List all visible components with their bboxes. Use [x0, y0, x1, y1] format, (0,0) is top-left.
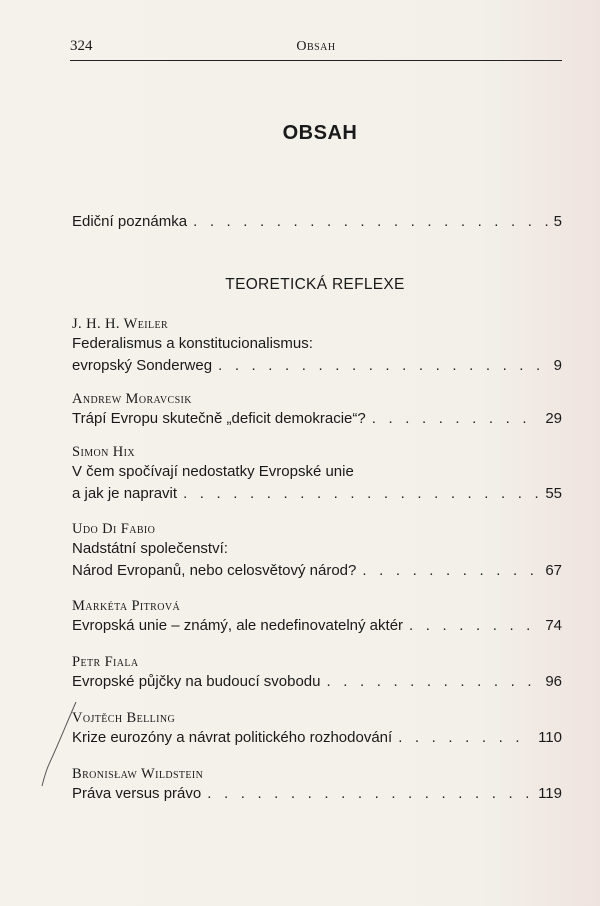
- page-title: OBSAH: [282, 122, 358, 144]
- toc-row: [72, 408, 562, 430]
- toc-row: [72, 783, 562, 805]
- entry-title-line: Federalismus a konstitucionalismus:: [72, 335, 313, 352]
- toc-entry[interactable]: [72, 653, 562, 693]
- entry-title: Práva versus právo: [72, 785, 202, 802]
- entry-title: Trápí Evropu skutečně „deficit demokracie“?: [72, 410, 366, 427]
- entry-title: evropský Sonderweg: [72, 357, 213, 374]
- running-title: Obsah: [296, 39, 336, 54]
- entry-page: 55: [545, 485, 562, 502]
- toc-row: [72, 483, 562, 505]
- entry-author: Andrew Moravcsik: [72, 391, 192, 407]
- entry-page: 9: [553, 357, 562, 374]
- leader-dots: [183, 483, 539, 505]
- entry-page: 29: [545, 410, 562, 427]
- toc-entry[interactable]: [72, 443, 562, 505]
- entry-author: Simon Hix: [72, 444, 135, 460]
- toc-entry[interactable]: [72, 315, 562, 377]
- toc-row: [72, 615, 562, 637]
- leader-dots: [398, 727, 532, 749]
- entry-title: Krize eurozóny a návrat politického rozhodování: [72, 729, 393, 746]
- leader-dots: [372, 408, 540, 430]
- entry-page: 5: [553, 213, 562, 230]
- entry-author: J. H. H. Weiler: [72, 316, 169, 332]
- header-rule: [70, 60, 562, 61]
- leader-dots: [193, 211, 548, 233]
- toc-row: [72, 727, 562, 749]
- entry-title-line: V čem spočívají nedostatky Evropské unie: [72, 463, 354, 480]
- entry-title: a jak je napravit: [72, 485, 178, 502]
- entry-page: 74: [545, 617, 562, 634]
- entry-page: 110: [538, 729, 562, 746]
- toc-row: [72, 355, 562, 377]
- entry-page: 119: [538, 785, 562, 802]
- leader-dots: [207, 783, 532, 805]
- entry-author: Bronisław Wildstein: [72, 766, 204, 782]
- page-number: 324: [70, 38, 93, 54]
- entry-page: 67: [545, 562, 562, 579]
- entry-author: Udo Di Fabio: [72, 521, 156, 537]
- leader-dots: [409, 615, 539, 637]
- section-heading: TEORETICKÁ REFLEXE: [225, 276, 405, 293]
- entry-title: Národ Evropanů, nebo celosvětový národ?: [72, 562, 357, 579]
- toc-entry[interactable]: [72, 709, 562, 749]
- entry-author: Markéta Pitrová: [72, 598, 181, 614]
- toc-entry-front[interactable]: [72, 211, 562, 233]
- entry-author: Vojtěch Belling: [72, 710, 176, 726]
- entry-author: Petr Fiala: [72, 654, 139, 670]
- toc-entry[interactable]: [72, 765, 562, 805]
- leader-dots: [327, 671, 540, 693]
- toc-entry[interactable]: [72, 597, 562, 637]
- entry-title-line: Nadstátní společenství:: [72, 540, 228, 557]
- pen-mark-icon: [28, 700, 88, 790]
- entry-title: Evropské půjčky na budoucí svobodu: [72, 673, 321, 690]
- toc-row: [72, 671, 562, 693]
- leader-dots: [218, 355, 548, 377]
- leader-dots: [362, 560, 539, 582]
- entry-page: 96: [545, 673, 562, 690]
- entry-title: Ediční poznámka: [72, 213, 188, 230]
- entry-title: Evropská unie – známý, ale nedefinovatelný aktér: [72, 617, 404, 634]
- toc-entry[interactable]: [72, 520, 562, 582]
- toc-row: [72, 211, 562, 233]
- toc-entry[interactable]: [72, 390, 562, 430]
- toc-row: [72, 560, 562, 582]
